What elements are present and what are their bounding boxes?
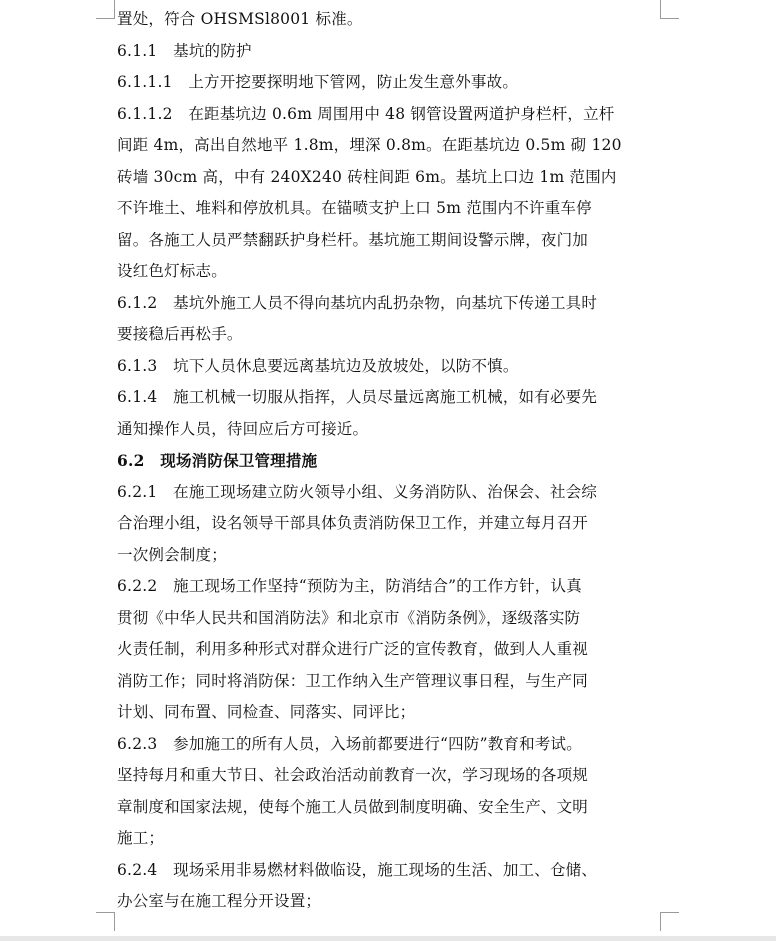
text-line: 坚持每月和重大节日、社会政治活动前教育一次，学习现场的各项规	[117, 766, 589, 784]
text-line: 6.1.4 施工机械一切服从指挥，人员尽量远离施工机械，如有必要先	[117, 388, 598, 406]
text-line: 火责任制，利用多种形式对群众进行广泛的宣传教育，做到人人重视	[117, 640, 589, 658]
text-line: 合治理小组，设名领导干部具体负责消防保卫工作，并建立每月召开	[117, 514, 589, 532]
text-line: 要接稳后再松手。	[117, 325, 243, 343]
text-line: 章制度和国家法规，使每个施工人员做到制度明确、安全生产、文明	[117, 797, 589, 816]
text-line: 设红色灯标志。	[117, 262, 227, 280]
text-line: 一次例会制度；	[117, 545, 227, 564]
document-body	[117, 4, 662, 918]
paragraph-6-2-3	[117, 729, 662, 855]
text-line: 不许堆土、堆料和停放机具。在锚喷支护上口 5m 范围内不许重车停	[117, 199, 592, 217]
text-line: 6.1.1.2 在距基坑边 0.6m 周围用中 48 钢管设置两道护身栏杆，立杆	[117, 104, 615, 123]
section-heading-6-1-1	[117, 36, 662, 68]
text-line: 贯彻《中华人民共和国消防法》和北京市《消防条例》，逐级落实防	[117, 608, 581, 627]
text-line: 置处，符合 OHSMSl8001 标准。	[117, 10, 363, 28]
heading-line: 6.2 现场消防保卫管理措施	[117, 451, 318, 470]
text-line: 砖墙 30cm 高，中有 240X240 砖柱间距 6m。基坑上口边 1m 范围内	[117, 167, 617, 186]
crop-mark-bottom-left	[96, 912, 115, 931]
text-line: 留。各施工人员严禁翻跃护身栏杆。基坑施工期间设警示牌，夜门加	[117, 230, 589, 249]
section-heading-6-2	[117, 445, 662, 477]
text-line: 计划、同布置、同检查、同落实、同评比；	[117, 703, 416, 721]
paragraph-6-1-1-1	[117, 67, 662, 99]
text-line: 6.1.1 基坑的防护	[117, 41, 252, 60]
text-line: 施工；	[117, 829, 165, 847]
page-bottom-edge	[0, 936, 776, 941]
crop-mark-top-right	[660, 0, 679, 19]
text-line: 消防工作；同时将消防保：卫工作纳入生产管理议事日程，与生产同	[117, 671, 589, 690]
text-line: 办公室与在施工程分开设置；	[117, 892, 322, 910]
crop-mark-top-left	[96, 0, 115, 19]
text-line: 6.1.2 基坑外施工人员不得向基坑内乱扔杂物，向基坑下传递工具时	[117, 293, 598, 312]
crop-mark-bottom-right	[660, 912, 679, 931]
paragraph-6-1-4	[117, 382, 662, 445]
text-line: 6.1.3 坑下人员休息要远离基坑边及放坡处，以防不慎。	[117, 356, 519, 375]
paragraph-6-2-2	[117, 571, 662, 729]
paragraph-6-2-1	[117, 477, 662, 572]
paragraph-6-2-4	[117, 855, 662, 918]
text-line: 6.2.2 施工现场工作坚持“预防为主，防消结合”的工作方针，认真	[117, 577, 582, 595]
text-line: 通知操作人员，待回应后方可接近。	[117, 419, 369, 438]
text-line: 6.1.1.1 上方开挖要探明地下管网，防止发生意外事故。	[117, 73, 519, 91]
paragraph	[117, 4, 662, 36]
text-line: 6.2.3 参加施工的所有人员，入场前都要进行“四防”教育和考试。	[117, 734, 582, 753]
text-line: 间距 4m，高出自然地平 1.8m，埋深 0.8m。在距基坑边 0.5m 砌 120	[117, 136, 622, 154]
paragraph-6-1-2	[117, 288, 662, 351]
text-line: 6.2.4 现场采用非易燃材料做临设，施工现场的生活、加工、仓储、	[117, 860, 598, 879]
paragraph-6-1-3	[117, 351, 662, 383]
text-line: 6.2.1 在施工现场建立防火领导小组、义务消防队、治保会、社会综	[117, 482, 598, 501]
paragraph-6-1-1-2	[117, 99, 662, 288]
